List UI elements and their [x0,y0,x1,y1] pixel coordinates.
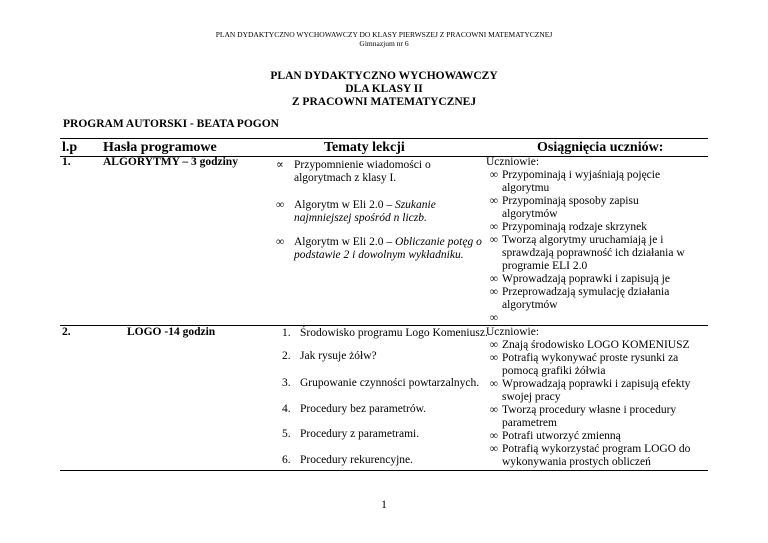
row2-achievements-intro: Uczniowie: [486,326,540,338]
topic-text: Jak rysuje żółw? [300,350,377,362]
document-title-subject: Z PRACOWNI MATEMATYCZNEJ [291,96,477,108]
infinity-bullet-icon: ∞ [489,443,498,455]
achievement-text: Wprowadzają poprawki i zapisują efekty swojej pracy [502,378,691,403]
achievement-text: Tworzą algorytmy uruchamiają je i sprawdzają poprawność ich działania w programie ELI 2.0 [502,234,685,272]
topic-number: 1. [282,327,291,339]
header-osiagniecia: Osiągnięcia uczniów: [537,140,664,155]
achievement-text: Tworzą procedury własne i procedury parametrem [502,404,677,429]
topic-text: Procedury rekurencyjne. [300,454,414,466]
achievement-text: Wprowadzają poprawki i zapisują je [502,273,670,285]
infinity-bullet-icon: ∞ [489,352,498,364]
infinity-bullet-icon: ∞ [489,286,498,298]
topic-number: 6. [282,454,291,466]
row1-lp: 1. [62,156,71,168]
infinity-bullet-icon: ∞ [489,169,498,181]
topic-text-italic: Szukanie najmniejszej spośród n liczb. [294,199,436,224]
topic-text: Środowisko programu Logo Komeniusz. [300,327,488,339]
table-top-rule [60,138,708,139]
row2-haslo: LOGO -14 godzin [127,326,216,338]
topic-text: Przypomnienie wiadomości o algorytmach z klasy I. [294,159,431,184]
achievement-text: Przeprowadzają symulację działania algorytmów [502,286,670,311]
topic-text: Algorytm w Eli 2.0 – [294,236,395,248]
topic-number: 5. [282,428,291,440]
achievement-text: Przypominają i wyjaśniają pojęcie algorytmu [502,169,661,194]
topic-marker: ∞ [276,199,285,211]
document-title: PLAN DYDAKTYCZNO WYCHOWAWCZY [270,70,498,82]
achievement-text: Potrafią wykonywać proste rysunki za pomocą grafiki żółwia [502,352,679,377]
topic-text: Algorytm w Eli 2.0 – [294,199,395,211]
infinity-bullet-icon: ∞ [489,378,498,390]
topic-number: 2. [282,350,291,362]
topic-marker: ∞ [276,236,285,248]
infinity-bullet-icon: ∞ [489,404,498,416]
infinity-bullet-icon: ∞ [489,221,498,233]
running-header-school: Gimnazjum nr 6 [359,39,409,48]
topic-text: Grupowanie czynności powtarzalnych. [300,377,480,389]
infinity-bullet-icon: ∞ [489,195,498,207]
row2-lp: 2. [62,326,71,338]
header-haslo: Hasła programowe [103,140,217,155]
achievement-text: Potrafi utworzyć zmienną [502,430,621,442]
achievement-text: Potrafią wykorzystać program LOGO do wykonywania prostych obliczeń [502,443,691,468]
row1-haslo: ALGORYTMY – 3 godziny [103,156,238,168]
document-title-class: DLA KLASY II [345,83,423,95]
row1-achievements-intro: Uczniowie: [486,156,540,168]
header-tematy: Tematy lekcji [324,140,405,155]
infinity-bullet-icon: ∞ [489,273,498,285]
topic-number: 4. [282,403,291,415]
achievement-text: Przypominają sposoby zapisu algorytmów [502,195,639,220]
program-author: PROGRAM AUTORSKI - BEATA POGON [63,118,279,130]
running-header: PLAN DYDAKTYCZNO WYCHOWAWCZY DO KLASY PIERWSZEJ Z PRACOWNI MATEMATYCZNEJ [215,30,553,39]
topic-text: Procedury bez parametrów. [300,403,427,415]
topic-text-italic: Obliczanie potęg o podstawie 2 i dowolnym wykładniku. [294,236,482,261]
infinity-bullet-icon: ∞ [489,430,498,442]
infinity-bullet-icon: ∞ [489,312,498,324]
infinity-bullet-icon: ∞ [489,339,498,351]
header-lp: l.p [62,140,78,155]
achievement-text: Znają środowisko LOGO KOMENIUSZ [502,339,690,351]
achievement-text: Przypominają rodzaje skrzynek [502,221,647,233]
topic-marker: ∝ [276,159,284,171]
topic-number: 3. [282,377,291,389]
infinity-bullet-icon: ∞ [489,234,498,246]
topic-text: Procedury z parametrami. [300,428,420,440]
table-bottom-rule [60,470,708,471]
page-number: 1 [381,499,387,511]
